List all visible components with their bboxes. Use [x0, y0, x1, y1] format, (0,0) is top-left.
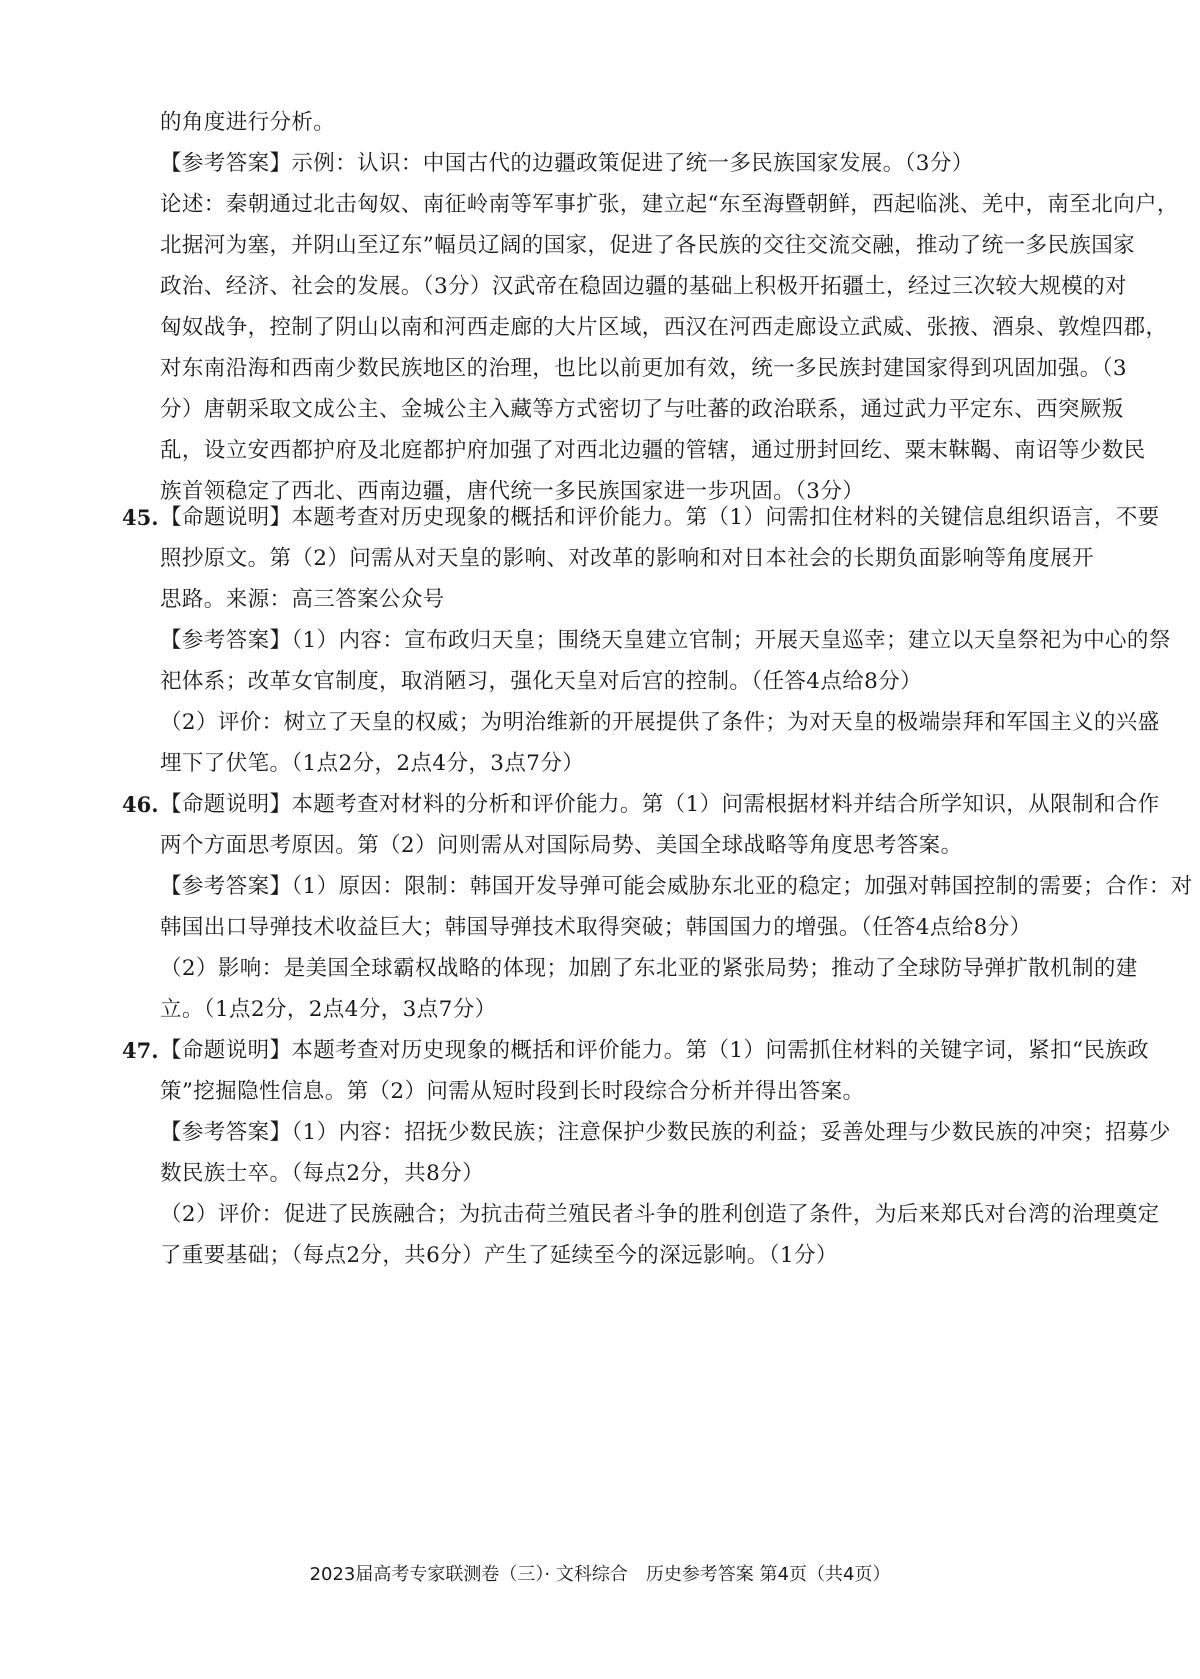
text-line: 的角度进行分析。	[160, 110, 336, 135]
text-line: 祀体系；改革女官制度，取消陋习，强化天皇对后宫的控制。（任答4点给8分）	[160, 669, 923, 694]
text-line: （2）评价：树立了天皇的权威；为明治维新的开展提供了条件；为对天皇的极端崇拜和军国主义的兴盛	[160, 710, 1160, 735]
text-line: 照抄原文。第（2）问需从对天皇的影响、对改革的影响和对日本社会的长期负面影响等角度展开	[160, 546, 1094, 571]
text-span: 思路。	[160, 587, 226, 612]
text-line: 立。（1点2分，2点4分，3点7分）	[160, 997, 497, 1022]
text-line: 数民族士卒。（每点2分，共8分）	[160, 1161, 485, 1186]
text-line: 【参考答案】示例：认识：中国古代的边疆政策促进了统一多民族国家发展。（3分）	[160, 151, 974, 176]
text-line: 【参考答案】（1）内容：招抚少数民族；注意保护少数民族的利益；妥善处理与少数民族的冲突；招募少	[160, 1120, 1171, 1145]
text-line: 埋下了伏笔。（1点2分，2点4分，3点7分）	[160, 751, 585, 776]
text-line: 政治、经济、社会的发展。（3分）汉武帝在稳固边疆的基础上积极开拓疆土，经过三次较大规模的对	[160, 274, 1127, 299]
text-line: 两个方面思考原因。第（2）问则需从对国际局势、美国全球战略等角度思考答案。	[160, 833, 963, 858]
text-line: 匈奴战争，控制了阴山以南和河西走廊的大片区域，西汉在河西走廊设立武威、张掖、酒泉、敦煌四郡，	[160, 315, 1168, 340]
text-line: 策”挖掘隐性信息。第（2）问需从短时段到长时段综合分析并得出答案。	[160, 1079, 865, 1104]
text-line: 韩国出口导弹技术收益巨大；韩国导弹技术取得突破；韩国国力的增强。（任答4点给8分）	[160, 915, 1032, 940]
source-note: 来源：高三答案公众号	[225, 587, 445, 612]
question-number: 46.	[122, 792, 159, 817]
page-footer: 2023届高考专家联测卷（三）· 文科综合 历史参考答案 第4页（共4页）	[309, 1564, 891, 1585]
text-line: 分）唐朝采取文成公主、金城公主入藏等方式密切了与吐蕃的政治联系，通过武力平定东、西突厥叛	[160, 397, 1124, 422]
text-line: 论述：秦朝通过北击匈奴、南征岭南等军事扩张，建立起“东至海暨朝鲜，西起临洮、羌中，南至北向户，	[160, 192, 1179, 217]
question-number: 45.	[122, 505, 159, 530]
question-number: 47.	[122, 1038, 159, 1063]
text-line	[160, 585, 1080, 615]
text-line: （2）影响：是美国全球霸权战略的体现；加剧了东北亚的紧张局势；推动了全球防导弹扩散机制的建	[160, 956, 1138, 981]
text-line: 【参考答案】（1）原因：限制：韩国开发导弹可能会威胁东北亚的稳定；加强对韩国控制的需要；合作：对	[160, 874, 1193, 899]
text-line: （2）评价：促进了民族融合；为抗击荷兰殖民者斗争的胜利创造了条件，为后来郑氏对台湾的治理奠定	[160, 1202, 1160, 1227]
text-line: 【命题说明】本题考查对材料的分析和评价能力。第（1）问需根据材料并结合所学知识，从限制和合作	[160, 792, 1160, 817]
text-line: 乱，设立安西都护府及北庭都护府加强了对西北边疆的管辖，通过册封回纥、粟末靺鞨、南诏等少数民	[160, 438, 1146, 463]
text-line: 族首领稳定了西北、西南边疆，唐代统一多民族国家进一步巩固。（3分）	[160, 479, 865, 504]
text-line: 【命题说明】本题考查对历史现象的概括和评价能力。第（1）问需抓住材料的关键字词，紧扣“民族政	[160, 1038, 1150, 1063]
text-line: 对东南沿海和西南少数民族地区的治理，也比以前更加有效，统一多民族封建国家得到巩固加强。（3	[160, 356, 1127, 381]
text-line: 北据河为塞，并阴山至辽东”幅员辽阔的国家，促进了各民族的交往交流交融，推动了统一多民族国家	[160, 233, 1135, 258]
text-line: 了重要基础；（每点2分，共6分）产生了延续至今的深远影响。（1分）	[160, 1243, 838, 1268]
text-line: 【命题说明】本题考查对历史现象的概括和评价能力。第（1）问需扣住材料的关键信息组织语言，不要	[160, 505, 1160, 530]
text-line: 【参考答案】（1）内容：宣布政归天皇；围绕天皇建立官制；开展天皇巡幸；建立以天皇祭祀为中心的祭	[160, 628, 1171, 653]
